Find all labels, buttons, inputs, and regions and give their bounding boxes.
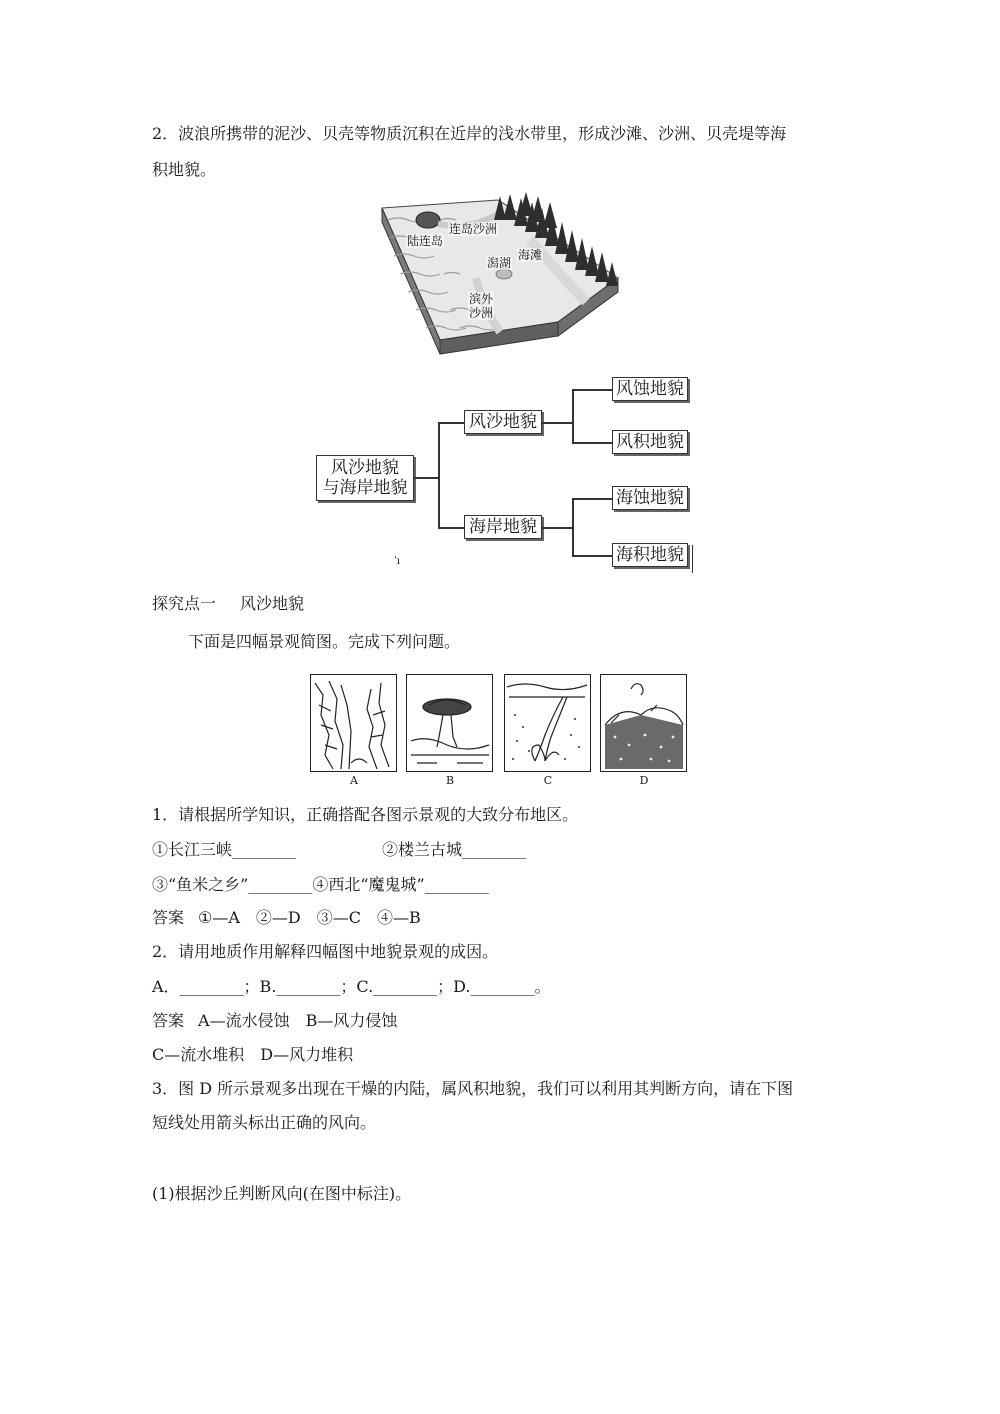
tree-connector: [438, 422, 440, 528]
q2-answer: [152, 1011, 397, 1031]
intro-line-2: 积地貌。: [152, 160, 217, 179]
tree-marine-erosion: 海蚀地貌: [612, 486, 688, 510]
tree-connector: [542, 422, 572, 424]
q2-answer-line-1: A—流水侵蚀 B—风力侵蚀: [198, 1011, 398, 1030]
tree-aeolian-erosion: 风蚀地貌: [612, 377, 688, 401]
tree-connector: [572, 555, 612, 557]
label-tombolo: 连岛沙洲: [449, 222, 498, 236]
tree-connector: [438, 422, 464, 424]
prompt: [188, 632, 460, 652]
scene-a-label: A: [350, 774, 358, 787]
tree-aeolian-deposition: 风积地貌: [612, 430, 688, 454]
mushroom-rock-sketch: [407, 675, 491, 770]
alluvial-fan-sketch: [505, 675, 589, 770]
q1-option-2: ②楼兰古城________: [382, 840, 527, 859]
landscape-figures: [310, 674, 690, 788]
section-subtitle: 风沙地貌: [240, 594, 305, 613]
tree-connector: [438, 527, 464, 529]
tree-connector: [572, 389, 574, 443]
q1-stem: 1．请根据所学知识，正确搭配各图示景观的大致分布地区。: [152, 805, 579, 824]
prompt-rest: 。完成下列问题。: [332, 632, 461, 651]
stray-mark: ˈı: [394, 556, 400, 567]
scene-b-label: B: [445, 774, 455, 787]
intro-line-1: 2．波浪所携带的泥沙、贝壳等物质沉积在近岸的浅水带里，形成沙滩、沙洲、贝壳堤等海: [152, 124, 787, 143]
sand-dune-sketch: [601, 675, 685, 770]
tree-coastal: 海岸地貌: [464, 515, 542, 539]
tree-connector: [572, 442, 612, 444]
tree-marine-deposition: 海积地貌: [612, 543, 688, 567]
q2-answer-label: 答案: [152, 1011, 185, 1030]
label-barrier-1: 滨外: [469, 292, 494, 306]
section-title: 探究点一: [152, 594, 217, 613]
scene-c-label: C: [543, 774, 553, 787]
q1-answer: [152, 908, 421, 928]
label-lagoon: 潟湖: [487, 256, 512, 270]
scene-d: [600, 674, 687, 787]
label-barrier-2: 沙洲: [469, 306, 494, 320]
q1-answer-text: ①—A ②—D ③—C ④—B: [198, 908, 421, 927]
tree-root-line-1: 风沙地貌: [331, 458, 399, 478]
tree-connector: [572, 498, 574, 556]
q1-option-3: ③“鱼米之乡”________④西北“魔鬼城”________: [152, 875, 489, 894]
label-landtied-island: 陆连岛: [407, 234, 444, 248]
q1-option-1: ①长江三峡________: [152, 840, 297, 859]
scene-b: [406, 674, 493, 787]
coastal-block-drawing: [380, 190, 620, 360]
tree-connector: [542, 527, 572, 529]
scene-d-label: D: [639, 774, 649, 787]
stray-vertical-mark: [692, 545, 693, 573]
coastal-landform-figure: [380, 190, 620, 360]
label-beach: 海滩: [518, 248, 543, 262]
q2-stem: 2．请用地质作用解释四幅图中地貌景观的成因。: [152, 942, 499, 961]
prompt-lead: 下面是四幅景观简图: [188, 632, 333, 651]
scene-c: [504, 674, 591, 787]
q2-answer-line-2: C—流水堆积 D—风力堆积: [152, 1045, 354, 1064]
q3-line-1: 3．图 D 所示景观多出现在干燥的内陆，属风积地貌，我们可以利用其判断方向，请在下图: [152, 1079, 794, 1098]
q3-line-2: 短线处用箭头标出正确的风向。: [152, 1113, 377, 1132]
q3-sub-1: (1)根据沙丘判断风向(在图中标注)。: [152, 1184, 412, 1203]
scene-a: [310, 674, 397, 787]
gorge-sketch: [311, 675, 395, 770]
q1-answer-label: 答案: [152, 908, 185, 927]
tree-aeolian: 风沙地貌: [464, 410, 542, 434]
tree-root: [316, 455, 414, 501]
section-heading: [152, 594, 304, 614]
tree-root-line-2: 与海岸地貌: [322, 478, 408, 498]
tree-connector: [414, 477, 438, 479]
tree-connector: [572, 389, 612, 391]
tree-connector: [572, 498, 612, 500]
q2-blanks: A．________；B.________；C.________；D.________。: [152, 977, 551, 996]
